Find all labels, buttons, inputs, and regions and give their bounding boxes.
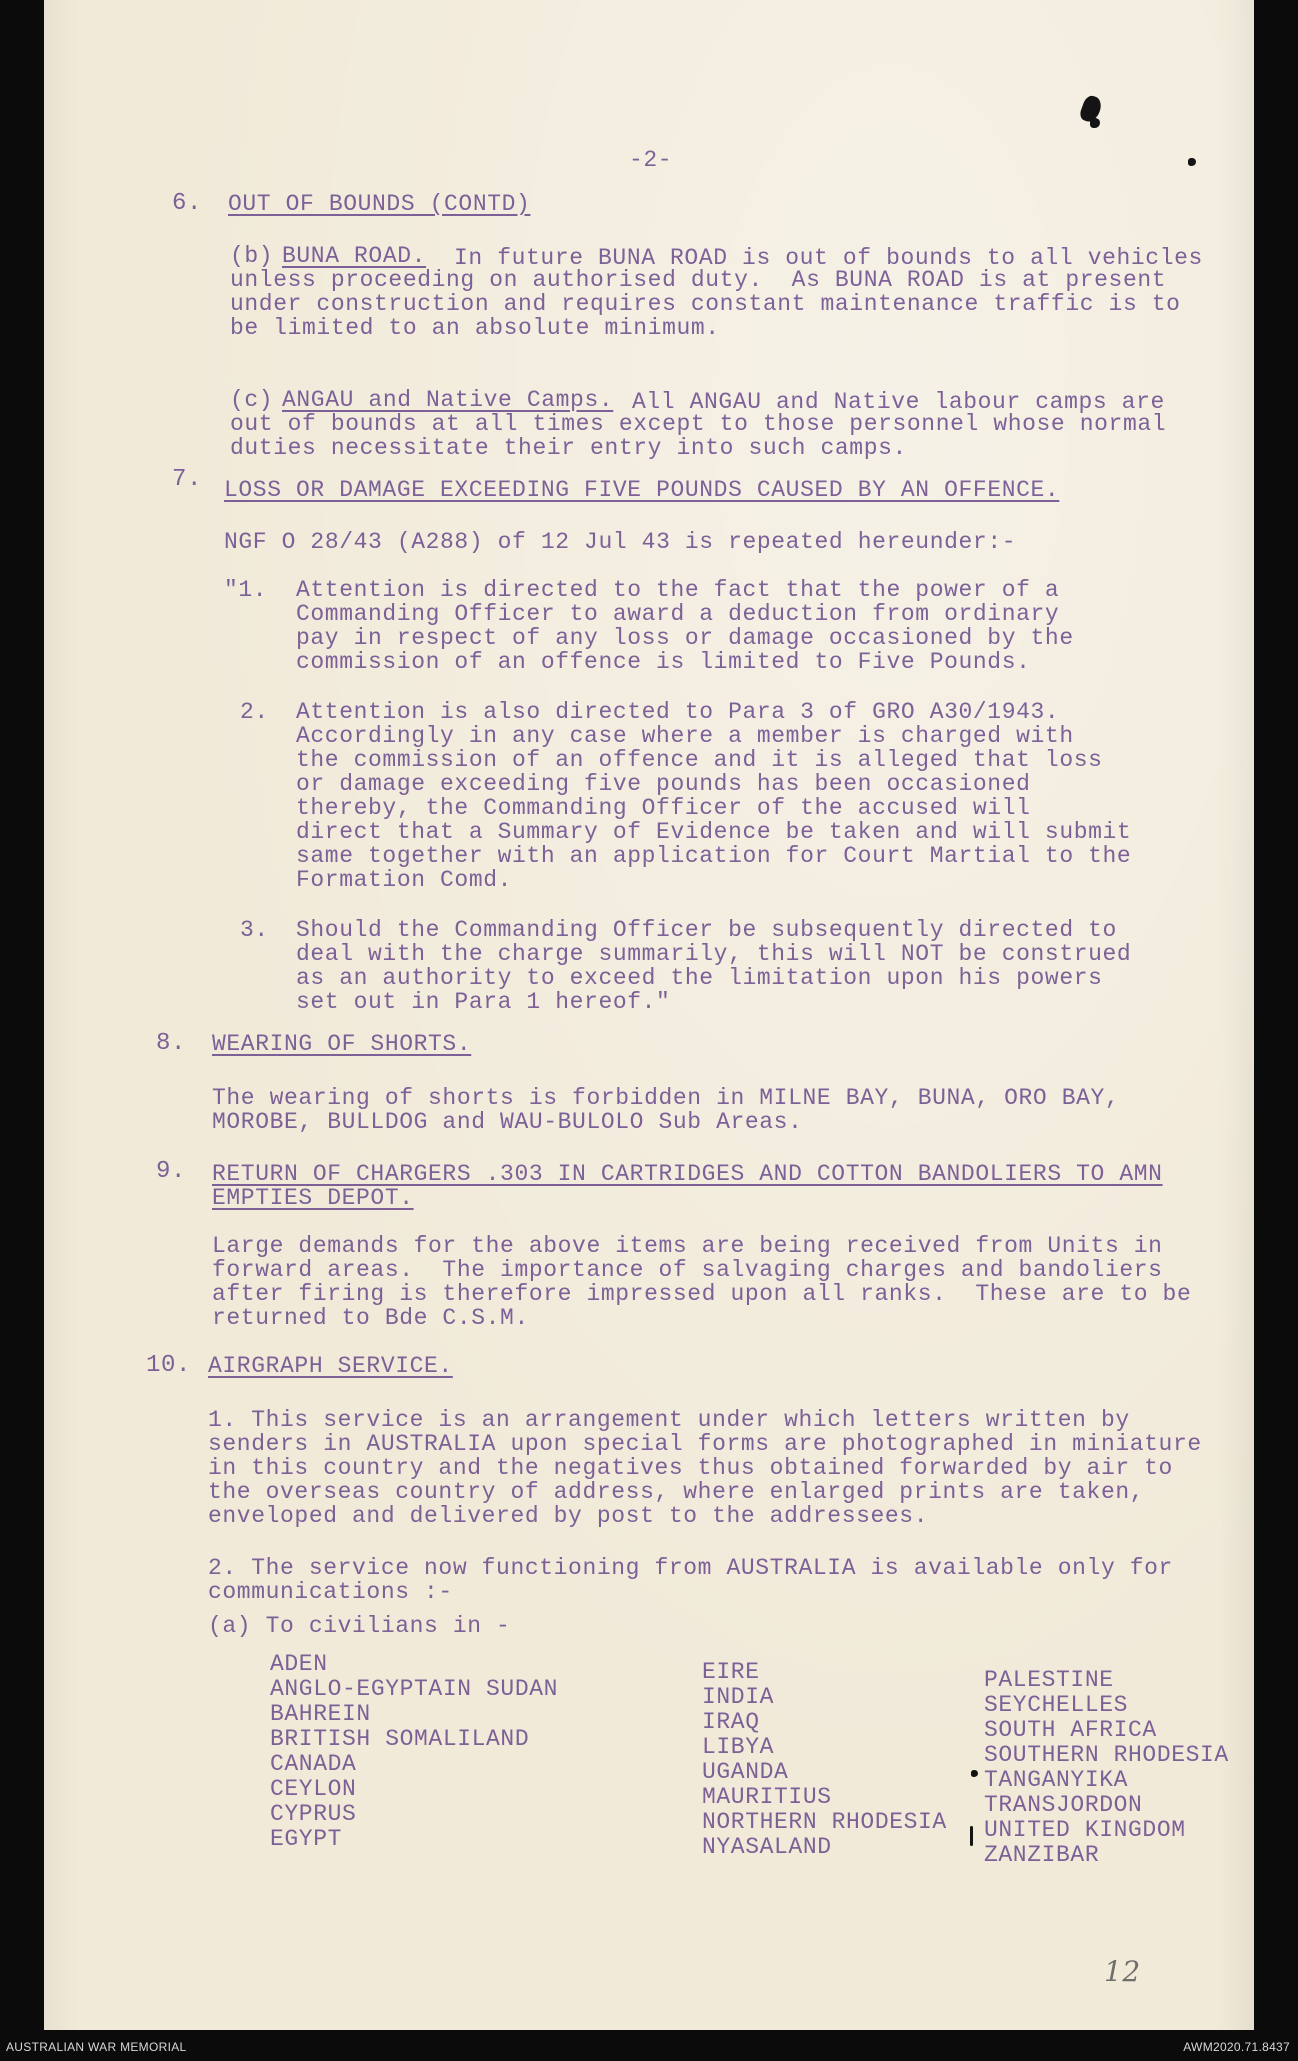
document-page bbox=[44, 0, 1254, 2030]
country-name: MAURITIUS bbox=[702, 1784, 832, 1810]
section-9-heading: RETURN OF CHARGERS .303 IN CARTRIDGES AND COTTON BANDOLIERS TO AMN bbox=[212, 1161, 1163, 1187]
section-7-number: 7. bbox=[172, 466, 203, 493]
section-10-p1-line: the overseas country of address, where enlarged prints are taken, bbox=[208, 1479, 1145, 1505]
section-6-number: 6. bbox=[172, 190, 203, 217]
section-6c-heading: ANGAU and Native Camps. bbox=[282, 387, 614, 413]
countries-column-1 bbox=[270, 1652, 558, 1852]
page-number: -2- bbox=[629, 147, 673, 173]
ink-blot bbox=[1188, 158, 1196, 166]
country-name: ADEN bbox=[270, 1651, 328, 1677]
section-8-heading: WEARING OF SHORTS. bbox=[212, 1031, 472, 1057]
section-7-p1-line: pay in respect of any loss or damage occasioned by the bbox=[296, 625, 1074, 651]
section-10-p1-line: enveloped and delivered by post to the addressees. bbox=[208, 1503, 929, 1529]
country-name: NORTHERN RHODESIA bbox=[702, 1809, 947, 1835]
section-8-number: 8. bbox=[156, 1030, 187, 1057]
country-name: CEYLON bbox=[270, 1776, 357, 1802]
section-10-p2-line: communications :- bbox=[208, 1579, 453, 1605]
section-7-p1-line: commission of an offence is limited to Five Pounds. bbox=[296, 649, 1031, 675]
ink-mark bbox=[971, 1770, 978, 1777]
country-name: CYPRUS bbox=[270, 1801, 357, 1827]
section-9-number: 9. bbox=[156, 1158, 187, 1185]
section-7-p2-line: the commission of an offence and it is alleged that loss bbox=[296, 747, 1103, 773]
section-6b-line: In future BUNA ROAD is out of bounds to all vehicles bbox=[454, 245, 1203, 271]
section-8-line: The wearing of shorts is forbidden in MILNE BAY, BUNA, ORO BAY, bbox=[212, 1085, 1120, 1111]
country-name: LIBYA bbox=[702, 1734, 775, 1760]
section-6b-line: be limited to an absolute minimum. bbox=[230, 315, 720, 341]
section-6-heading: OUT OF BOUNDS (CONTD) bbox=[228, 191, 531, 217]
section-7-p2-line: direct that a Summary of Evidence be taken and will submit bbox=[296, 819, 1132, 845]
section-7-p2-line: same together with an application for Court Martial to the bbox=[296, 843, 1132, 869]
country-name: INDIA bbox=[702, 1684, 775, 1710]
section-7-p3-line: deal with the charge summarily, this will NOT be construed bbox=[296, 941, 1132, 967]
country-name: ANGLO-EGYPTAIN SUDAN bbox=[270, 1676, 559, 1702]
section-6b-heading: BUNA ROAD. bbox=[282, 243, 427, 269]
footer-right: AWM2020.71.8437 bbox=[1183, 2040, 1290, 2054]
section-7-p3-line: as an authority to exceed the limitation upon his powers bbox=[296, 965, 1103, 991]
countries-column-3 bbox=[984, 1668, 1229, 1868]
section-6c-line: All ANGAU and Native labour camps are bbox=[632, 389, 1165, 415]
country-name: NYASALAND bbox=[702, 1834, 832, 1860]
section-9-line: forward areas. The importance of salvaging charges and bandoliers bbox=[212, 1257, 1163, 1283]
country-name: PALESTINE bbox=[984, 1667, 1114, 1693]
section-9-line: returned to Bde C.S.M. bbox=[212, 1305, 529, 1331]
section-7-p2-line: Formation Comd. bbox=[296, 867, 513, 893]
country-name: SOUTHERN RHODESIA bbox=[984, 1742, 1229, 1768]
ink-blot bbox=[1090, 118, 1100, 128]
country-name: EIRE bbox=[702, 1659, 760, 1685]
country-name: ZANZIBAR bbox=[984, 1842, 1100, 1868]
section-7-p2-line: Accordingly in any case where a member is charged with bbox=[296, 723, 1074, 749]
section-10-p1-line: senders in AUSTRALIA upon special forms are photographed in miniature bbox=[208, 1431, 1202, 1457]
country-name: BRITISH SOMALILAND bbox=[270, 1726, 530, 1752]
section-6c-label: (c) bbox=[230, 387, 274, 413]
section-7-p2-number: 2. bbox=[240, 699, 269, 725]
section-7-p2-line: or damage exceeding five pounds has been occasioned bbox=[296, 771, 1031, 797]
section-10-p2-line: 2. The service now functioning from AUSTRALIA is available only for bbox=[208, 1555, 1173, 1581]
section-6b-line: unless proceeding on authorised duty. As BUNA ROAD is at present bbox=[230, 267, 1167, 293]
section-7-p3-line: set out in Para 1 hereof." bbox=[296, 989, 671, 1015]
section-7-p1-number: "1. bbox=[224, 577, 268, 603]
section-10-number: 10. bbox=[146, 1352, 192, 1379]
country-name: TRANSJORDON bbox=[984, 1792, 1143, 1818]
section-6b-line: under construction and requires constant maintenance traffic is to bbox=[230, 291, 1181, 317]
section-7-p1-line: Commanding Officer to award a deduction from ordinary bbox=[296, 601, 1060, 627]
country-name: CANADA bbox=[270, 1751, 357, 1777]
country-name: UNITED KINGDOM bbox=[984, 1817, 1186, 1843]
section-6c-line: duties necessitate their entry into such camps. bbox=[230, 435, 907, 461]
section-7-heading: LOSS OR DAMAGE EXCEEDING FIVE POUNDS CAUSED BY AN OFFENCE. bbox=[224, 477, 1060, 503]
country-name: SOUTH AFRICA bbox=[984, 1717, 1157, 1743]
section-7-p3-line: Should the Commanding Officer be subsequently directed to bbox=[296, 917, 1117, 943]
section-10-a-line: (a) To civilians in - bbox=[208, 1613, 511, 1639]
section-10-p1-line: 1. This service is an arrangement under which letters written by bbox=[208, 1407, 1130, 1433]
section-6c-line: out of bounds at all times except to those personnel whose normal bbox=[230, 411, 1167, 437]
country-name: EGYPT bbox=[270, 1826, 343, 1852]
section-7-intro: NGF O 28/43 (A288) of 12 Jul 43 is repeated hereunder:- bbox=[224, 529, 1017, 555]
country-name: BAHREIN bbox=[270, 1701, 371, 1727]
handwritten-mark: 12 bbox=[1104, 1955, 1141, 1988]
section-7-p2-line: Attention is also directed to Para 3 of GRO A30/1943. bbox=[296, 699, 1060, 725]
country-name: SEYCHELLES bbox=[984, 1692, 1129, 1718]
country-name: TANGANYIKA bbox=[984, 1767, 1129, 1793]
section-7-p3-number: 3. bbox=[240, 917, 269, 943]
section-10-p1-line: in this country and the negatives thus obtained forwarded by air to bbox=[208, 1455, 1173, 1481]
section-10-heading: AIRGRAPH SERVICE. bbox=[208, 1353, 453, 1379]
section-9-heading: EMPTIES DEPOT. bbox=[212, 1185, 414, 1211]
countries-column-2 bbox=[702, 1660, 947, 1860]
section-7-p2-line: thereby, the Commanding Officer of the accused will bbox=[296, 795, 1031, 821]
country-name: UGANDA bbox=[702, 1759, 789, 1785]
footer-left: AUSTRALIAN WAR MEMORIAL bbox=[6, 2040, 187, 2054]
section-9-line: Large demands for the above items are being received from Units in bbox=[212, 1233, 1163, 1259]
section-7-p1-line: Attention is directed to the fact that the power of a bbox=[296, 577, 1060, 603]
section-9-line: after firing is therefore impressed upon all ranks. These are to be bbox=[212, 1281, 1192, 1307]
country-name: IRAQ bbox=[702, 1709, 760, 1735]
ink-mark bbox=[970, 1826, 973, 1846]
section-6b-label: (b) bbox=[230, 243, 274, 269]
section-8-line: MOROBE, BULLDOG and WAU-BULOLO Sub Areas. bbox=[212, 1109, 803, 1135]
